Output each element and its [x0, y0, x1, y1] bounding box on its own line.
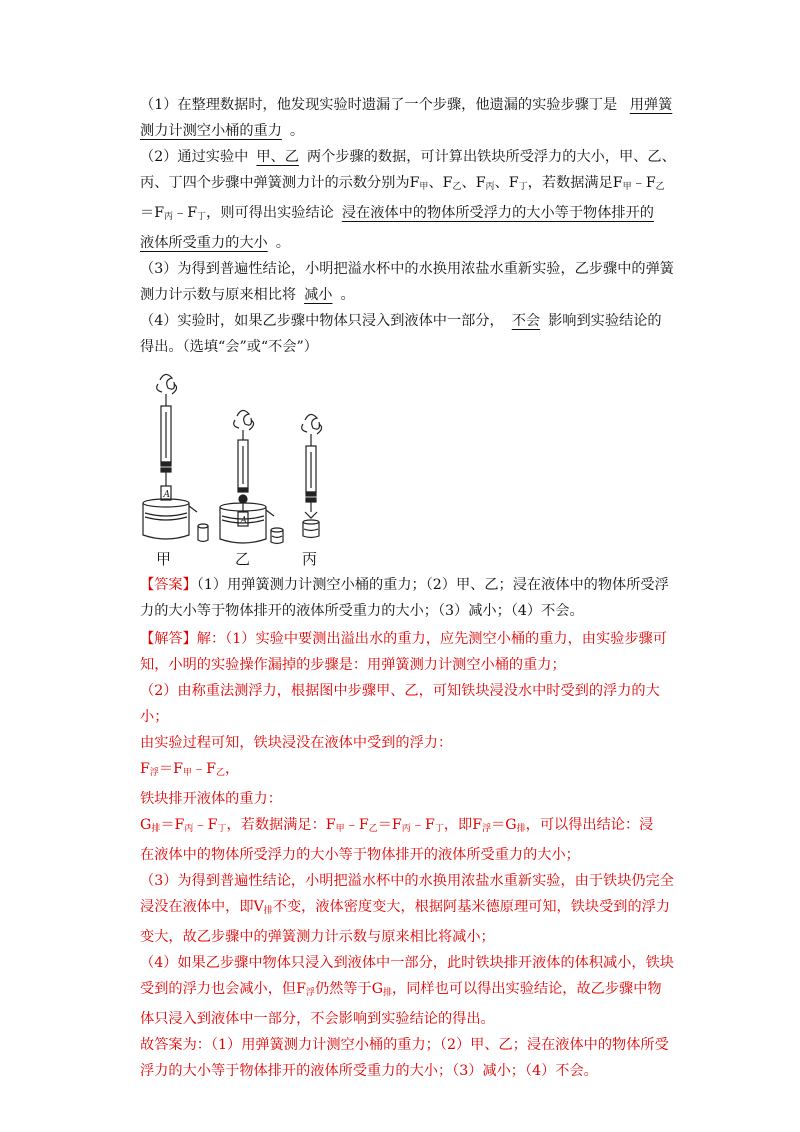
solution-line-12: （4）如果乙步骤中物体只浸入到液体中一部分，此时铁块排开液体的体积减小，铁块 — [140, 955, 674, 971]
question-1 — [140, 92, 685, 144]
solution-line-4: 由实验过程可知，铁块浸没在液体中受到的浮力： — [140, 735, 453, 751]
q2-conclusion-blank-cont: 液体所受重力的大小 — [140, 235, 268, 251]
q3-text-b: 测力计示数与原来相比将 — [140, 287, 297, 303]
solution-line-1: 解：（1）实验中要测出溢出水的重力，应先测空小桶的重力，由实验步骤可 — [196, 631, 667, 647]
q2-text: （2）通过实验中 — [140, 149, 249, 165]
q4-text-c: 得出。（选填“会”或“不会”） — [140, 339, 318, 355]
q2-text-f: ，则可得出实验结论 — [206, 205, 334, 221]
q3-text: （3）为得到普遍性结论，小明把溢水杯中的水换用浓盐水重新实验，乙步骤中的弹簧 — [140, 261, 674, 277]
q2-conclusion-blank: 浸在液体中的物体所受浮力的大小等于物体排开的 — [341, 205, 654, 221]
sub: 甲 — [182, 768, 192, 778]
solution-line-15: 故答案为：（1）用弹簧测力计测空小桶的重力；（2）甲、乙；浸在液体中的物体所受 — [140, 1037, 669, 1053]
q2-text-b: 两个步骤的数据，可计算出铁块所受浮力的大小，甲、乙、 — [306, 149, 676, 165]
q4-text-b: 影响到实验结论的 — [548, 313, 662, 329]
block-label-a: A — [163, 490, 170, 500]
sub: 丙 — [164, 212, 174, 222]
q4-answer-blank: 不会 — [511, 313, 541, 329]
sub: 丁 — [434, 824, 444, 834]
block-label-a-2: A — [240, 516, 247, 526]
sub: 丁 — [518, 182, 528, 192]
solution-line-6: 铁块排开液体的重力： — [140, 791, 282, 807]
solution-line-16: 浮力的大小等于物体排开的液体所受重力的大小；（3）减小；（4）不会。 — [140, 1063, 598, 1079]
sub: 乙 — [368, 824, 378, 834]
answer-block — [140, 572, 685, 624]
solution-tag: 【解答】 — [140, 631, 197, 647]
sub: 丙 — [184, 824, 194, 834]
label-yi: 乙 — [235, 550, 251, 566]
solution-line-8: 在液体中的物体所受浮力的大小等于物体排开的液体所受重力的大小； — [140, 847, 580, 863]
q1-answer-blank: 用弹簧 — [629, 97, 673, 113]
solution-line-3: （2）由称重法测浮力，根据图中步骤甲、乙，可知铁块浸没水中时受到的浮力的大小； — [140, 683, 660, 725]
solution-line-13a: 受到的浮力也会减小，但F — [140, 981, 306, 997]
q3-end: 。 — [340, 287, 355, 303]
q1-answer-blank-cont: 测力计测空小桶的重力 — [140, 123, 282, 139]
sub: 甲 — [335, 824, 345, 834]
sub: 排 — [263, 906, 273, 916]
document-page — [140, 92, 685, 1084]
question-4 — [140, 308, 685, 360]
sub: 丁 — [197, 212, 207, 222]
question-3 — [140, 256, 685, 308]
sub: 浮 — [149, 768, 159, 778]
q2-answer-blank: 甲、乙 — [256, 149, 299, 165]
solution-line-7c: ，可以得出结论：浸 — [525, 817, 654, 833]
sub: 甲 — [419, 182, 429, 192]
q3-answer-blank: 减小 — [304, 287, 333, 303]
answer-line-1: （1）用弹簧测力计测空小桶的重力；（2）甲、乙；浸在液体中的物体所受浮 — [196, 577, 669, 593]
label-jia: 甲 — [156, 550, 172, 566]
solution-block: 【解答】解：（1）实验中要测出溢出水的重力，应先测空小桶的重力，由实验步骤可 知，小明的实验操作漏掉的步骤是：用弹簧测力计测空小桶的重力； （2）由称重法测浮力，根据图中步骤甲、乙，可知铁块浸没水中时受到的浮力的大小； 由实验过程可知，铁块浸没在液体中受到的浮力： $F_浮=F_甲﹣F_乙$， 铁块排开液体的重力： $G_排=F_丙﹣F_丁$，若数据满足：$F_甲﹣F_乙=F_丙﹣F_丁$，即$F_浮=G_排$，可以得出结论：浸 在液体中的物体所受浮力的大小等于物体排开的液体所受重力的大小； （3）为得到普遍性结论，小明把溢水杯中的水换用浓盐水重新实验，由于铁块仍完全 浸没在液体中，即$V_排$不变，液体密度变大，根据阿基米德原理可知，铁块受到的浮力 变大，故乙步骤中的弹簧测力计示数与原来相比将减小； （4）如果乙步骤中物体只浸入到液体中一部分，此时铁块排开液体的体积减小，铁块 受到的浮力也会减小，但$F_浮$仍然等于$G_排$，同样也可以得出实验结论，故乙步骤中物 体只浸入到液体中一部分，不会影响到实验结论的得出。 故答案为：（1）用弹簧测力计测空小桶的重力；（2）甲、乙；浸在液体中的物体所受 浮力的大小等于物体排开的液体所受重力的大小；（3）减小；（4）不会。 — [140, 631, 674, 1079]
sub: 排 — [516, 824, 526, 834]
solution-line-7b: ，即F — [443, 817, 483, 833]
solution-line-13b: 仍然等于G — [314, 981, 384, 997]
sub: 乙 — [452, 182, 462, 192]
solution-line-14: 体只浸入到液体中一部分，不会影响到实验结论的得出。 — [140, 1011, 495, 1027]
solution-line-11: 变大，故乙步骤中的弹簧测力计示数与原来相比将减小； — [140, 929, 495, 945]
solution-line-10b: 不变，液体密度变大，根据阿基米德原理可知，铁块受到的浮力 — [272, 899, 671, 915]
sub: 丙 — [485, 182, 495, 192]
answer-line-2: 力的大小等于物体排开的液体所受重力的大小；（3）减小；（4）不会。 — [140, 603, 584, 619]
q1-text: （1）在整理数据时，他发现实验时遗漏了一个步骤，他遗漏的实验步骤丁是 — [140, 97, 618, 113]
sub: 浮 — [305, 988, 315, 998]
sub: 甲 — [622, 182, 632, 192]
sub: 排 — [151, 824, 161, 834]
experiment-figure — [140, 366, 685, 566]
sub: 丁 — [217, 824, 227, 834]
q2-end: 。 — [275, 235, 290, 251]
sub: 乙 — [215, 768, 225, 778]
q2-text-c: 丙、丁四个步骤中弹簧测力计的示数分别为F — [140, 175, 420, 191]
q2-text-e: ＝F — [140, 205, 165, 221]
solution-line-5: ， — [225, 761, 240, 777]
sub: 排 — [383, 988, 393, 998]
solution-line-7a: ，若数据满足：F — [226, 817, 336, 833]
question-2: （2）通过实验中 甲、乙 两个步骤的数据，可计算出铁块所受浮力的大小，甲、乙、 丙、丁四个步骤中弹簧测力计的示数分别为$F_甲$、$F_乙$、$F_丙$、$F_丁$，若数据满足$F_甲﹣F_乙$ $=F_丙﹣F_丁$，则可得出实验结论 浸在液体中的物体所受浮力的大小等于物体排开的 液体所受重力的大小 。 — [140, 149, 676, 251]
sub: 丙 — [401, 824, 411, 834]
q2-text-d: ，若数据满足F — [527, 175, 623, 191]
q1-end: 。 — [289, 123, 305, 139]
sub: 浮 — [482, 824, 492, 834]
solution-line-10a: 浸没在液体中，即V — [140, 899, 264, 915]
label-bing: 丙 — [302, 550, 318, 566]
solution-line-13c: ，同样也可以得出实验结论，故乙步骤中物 — [392, 981, 662, 997]
solution-line-9: （3）为得到普遍性结论，小明把溢水杯中的水换用浓盐水重新实验，由于铁块仍完全 — [140, 873, 674, 889]
answer-tag: 【答案】 — [140, 577, 197, 593]
apparatus-illustration — [140, 366, 340, 566]
q4-text: （4）实验时，如果乙步骤中物体只浸入到液体中一部分， — [140, 313, 504, 329]
solution-line-2: 知，小明的实验操作漏掉的步骤是：用弹簧测力计测空小桶的重力； — [140, 657, 566, 673]
sub: 乙 — [655, 182, 665, 192]
